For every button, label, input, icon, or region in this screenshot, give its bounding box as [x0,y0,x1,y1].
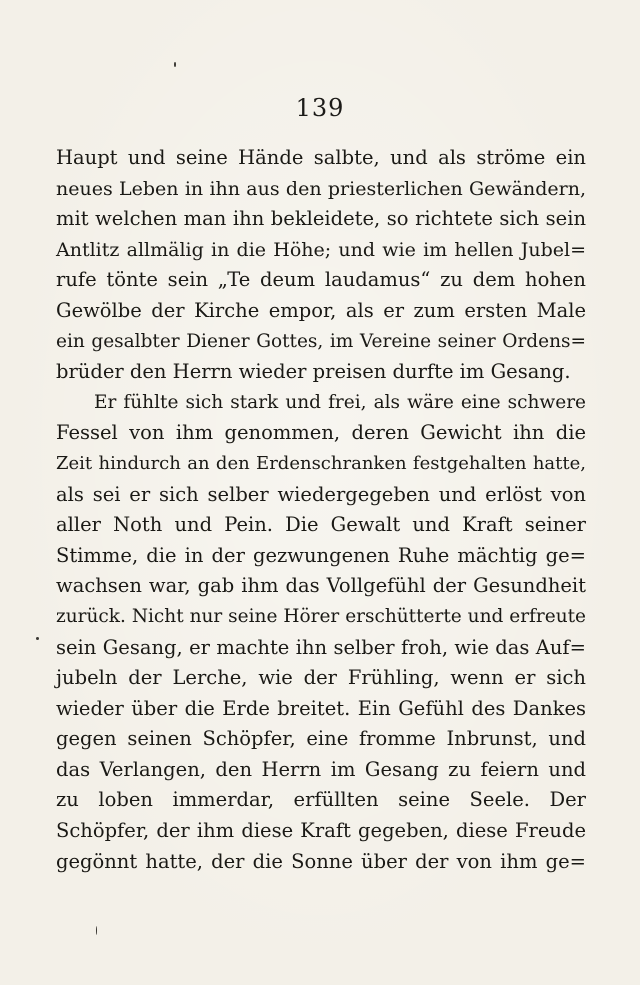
text-line: gegen seinen Schöpfer, eine fromme Inbrunst, und [56,727,586,751]
page-number: 139 [295,94,345,122]
text-line: gegönnt hatte, der die Sonne über der von ihm ge= [56,849,586,873]
paper-speck [174,62,176,67]
text-line: als sei er sich selber wiedergegeben und erlöst von [56,482,586,506]
paper-speck [96,926,97,935]
text-line: Er fühlte sich stark und frei, als wäre eine schwere [94,391,586,413]
text-line: neues Leben in ihn aus den priesterlichen Gewändern, [56,177,586,200]
text-line: das Verlangen, den Herrn im Gesang zu feiern und [56,757,586,781]
text-line: Haupt und seine Hände salbte, und als ströme ein [56,146,586,169]
text-line: aller Noth und Pein. Die Gewalt und Kraft seiner [56,513,586,537]
text-line: mit welchen man ihn bekleidete, so richtete sich sein [56,207,586,231]
text-line: Gewölbe der Kirche empor, als er zum ersten Male [56,298,586,322]
text-line: wachsen war, gab ihm das Vollgefühl der Gesundheit [56,574,586,598]
text-line: Schöpfer, der ihm diese Kraft gegeben, diese Freude [56,819,586,843]
text-line: Fessel von ihm genommen, deren Gewicht ihn die [56,421,586,445]
text-line: rufe tönte sein „Te deum laudamus“ zu dem hohen [56,268,586,292]
paper-speck [36,637,39,640]
text-line: Stimme, die in der gezwungenen Ruhe mächtig ge= [56,543,586,567]
text-line: zu loben immerdar, erfüllten seine Seele. Der [56,788,586,812]
text-line: jubeln der Lerche, wie der Frühling, wenn er sich [56,666,586,690]
text-line: Antlitz allmälig in die Höhe; und wie im hellen Jubel= [56,238,586,261]
text-line: sein Gesang, er machte ihn selber froh, wie das Auf= [56,635,586,659]
text-line: zurück. Nicht nur seine Hörer erschütterte und erfreute [56,605,586,627]
text-line: wieder über die Erde breitet. Ein Gefühl des Dankes [56,696,586,720]
body-text [56,143,586,877]
text-line: brüder den Herrn wieder preisen durfte im Gesang. [56,360,571,384]
text-line: Zeit hindurch an den Erdenschranken festgehalten hatte, [56,452,586,474]
text-line: ein gesalbter Diener Gottes, im Vereine seiner Ordens= [56,330,586,352]
